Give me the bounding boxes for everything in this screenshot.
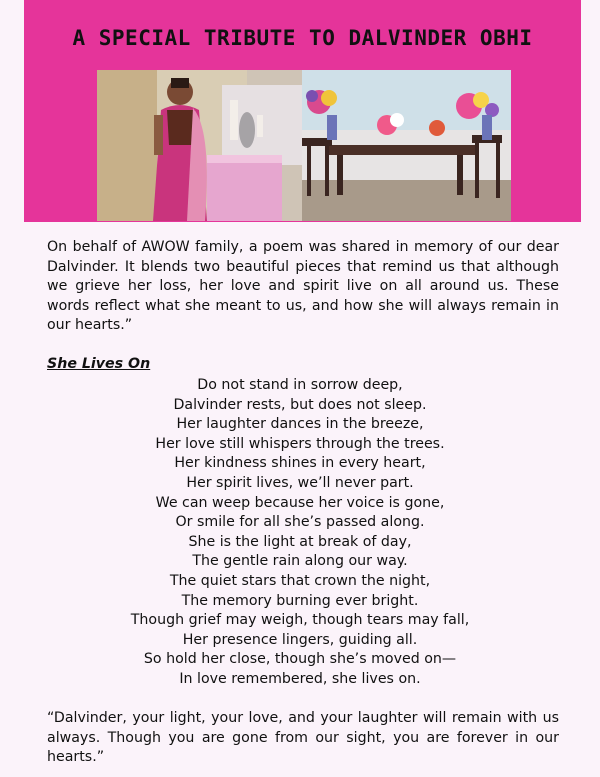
poem-line: Her kindness shines in every heart, <box>174 455 426 472</box>
tribute-photo <box>97 70 511 221</box>
poem-line: In love remembered, she lives on. <box>179 670 421 687</box>
poem-line: Do not stand in sorrow deep, <box>197 377 403 393</box>
header-banner <box>24 0 581 222</box>
poem-line: Though grief may weigh, though tears may fall, <box>130 612 470 629</box>
poem-line: Dalvinder rests, but does not sleep. <box>173 396 427 413</box>
poem-line: She is the light at break of day, <box>188 533 412 550</box>
poem-line: We can weep because her voice is gone, <box>155 494 445 511</box>
closing-paragraph: “Dalvinder, your light, your love, and your laughter will remain with us always. Though you are gone from our sight, you are forever in our hearts.” <box>47 710 559 766</box>
poem-line: The memory burning ever bright. <box>181 592 419 609</box>
poem-line: Her love still whispers through the trees. <box>155 435 445 452</box>
poem-line: Her laughter dances in the breeze, <box>176 416 424 433</box>
poem-line: The quiet stars that crown the night, <box>169 572 431 589</box>
poem-body <box>0 376 600 690</box>
poem-line: So hold her close, though she’s moved on— <box>143 651 457 668</box>
poem-line: The gentle rain along our way. <box>192 553 408 570</box>
poem-title: She Lives On <box>47 356 151 372</box>
poem-line: Her spirit lives, we’ll never part. <box>186 474 414 491</box>
poem-line: Her presence lingers, guiding all. <box>182 631 418 648</box>
intro-paragraph: On behalf of AWOW family, a poem was shared in memory of our dear Dalvinder. It blends two beautiful pieces that remind us that although we grieve her loss, her love and spirit live on all around us. These words reflect what she meant to us, and how she will always remain in our hearts.” <box>47 239 559 334</box>
poem-line: Or smile for all she’s passed along. <box>175 514 425 531</box>
page-title: A SPECIAL TRIBUTE TO DALVINDER OBHI <box>72 26 533 50</box>
